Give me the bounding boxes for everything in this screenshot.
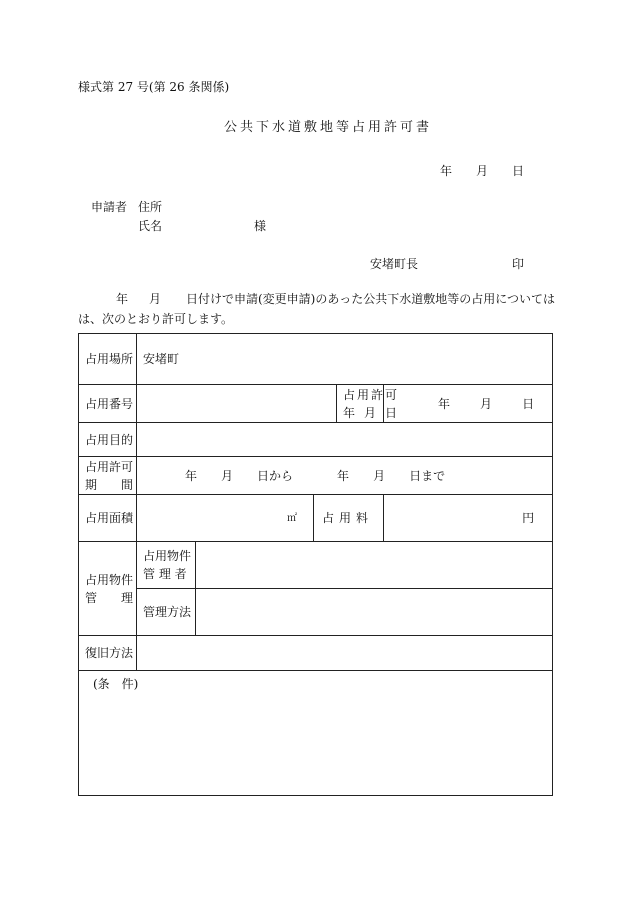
body-year: 年: [116, 292, 129, 306]
period-from-month: 月: [221, 468, 234, 483]
manager-label-line2: 管 理 者: [143, 567, 187, 581]
permit-date-year: 年: [438, 396, 451, 411]
applicant-label: 申請者: [91, 200, 128, 214]
row-area: [79, 495, 553, 542]
management-char-a: 管: [85, 590, 98, 605]
row-conditions: [79, 671, 553, 796]
row-method: [79, 589, 553, 636]
management-label: [79, 542, 137, 636]
issue-date-year: 年: [440, 164, 453, 178]
manager-label-line1: 占用物件: [143, 549, 192, 563]
fee-label: [314, 495, 384, 542]
permit-date-value[interactable]: [384, 385, 553, 423]
restore-label: 復旧方法: [79, 636, 137, 671]
purpose-value[interactable]: [137, 423, 553, 457]
issue-date-day: 日: [512, 164, 525, 178]
permit-date-day: 日: [522, 396, 535, 411]
fee-char-1: 占: [322, 511, 335, 525]
period-label-line1: 占用許可: [85, 459, 134, 474]
number-value[interactable]: [137, 385, 337, 423]
management-label-line2: [85, 589, 133, 607]
permit-date-label-line1: [343, 386, 397, 404]
permit-ymd-day: 日: [384, 405, 397, 420]
permit-char-2: 用: [356, 387, 369, 402]
page-title: 公共下水道敷地等占用許可書: [224, 120, 433, 135]
period-from-day: 日から: [257, 468, 294, 483]
period-label: [79, 457, 137, 495]
fee-char-3: 料: [355, 511, 368, 525]
permit-table: [78, 333, 553, 796]
restore-value[interactable]: [137, 636, 553, 671]
area-unit: ㎡: [287, 513, 297, 524]
row-restore: [79, 636, 553, 671]
manager-value[interactable]: [196, 542, 553, 589]
permit-date-month: 月: [480, 396, 493, 411]
method-label: 管理方法: [137, 589, 196, 636]
period-char-b: 間: [120, 477, 133, 492]
management-char-b: 理: [120, 590, 133, 605]
body-line2-text: は、次のとおり許可します。: [78, 312, 234, 326]
permit-char-4: 可: [384, 387, 397, 402]
row-manager: [79, 542, 553, 589]
row-place: [79, 334, 553, 385]
address-label: 住所: [138, 200, 163, 214]
period-to-month: 月: [373, 468, 386, 483]
name-label: 氏名: [138, 219, 163, 233]
row-number: [79, 385, 553, 423]
area-value[interactable]: [137, 495, 314, 542]
conditions-label: (条 件): [93, 677, 139, 691]
fee-value[interactable]: [384, 495, 553, 542]
period-label-line2: [85, 476, 133, 494]
issuer-title: 安堵町長: [370, 257, 419, 271]
area-label: 占用面積: [79, 495, 137, 542]
period-to-day: 日まで: [409, 468, 446, 483]
method-value[interactable]: [196, 589, 553, 636]
permit-ymd-month: 月: [363, 405, 376, 420]
conditions-cell[interactable]: [79, 671, 553, 796]
honorific: 様: [254, 219, 267, 233]
row-period: [79, 457, 553, 495]
seal-mark: 印: [512, 257, 525, 271]
purpose-label: 占用目的: [79, 423, 137, 457]
manager-label: [137, 542, 196, 589]
permit-char-3: 許: [370, 387, 383, 402]
body-line1-text: 日付けで申請(変更申請)のあった公共下水道敷地等の占用については: [186, 292, 556, 306]
period-char-a: 期: [85, 477, 98, 492]
place-value: 安堵町: [137, 334, 553, 385]
issue-date-month: 月: [476, 164, 489, 178]
body-month: 月: [149, 292, 162, 306]
permit-ymd-year: 年: [343, 405, 356, 420]
permit-date-label: [337, 385, 397, 423]
number-label: 占用番号: [79, 385, 137, 423]
fee-currency: 円: [522, 511, 535, 525]
period-from-year: 年: [185, 468, 198, 483]
fee-char-2: 用: [338, 511, 351, 525]
period-to-year: 年: [337, 468, 350, 483]
permit-char-1: 占: [343, 387, 356, 402]
management-label-line1: 占用物件: [85, 572, 134, 587]
place-label: 占用場所: [79, 334, 137, 385]
permit-date-label-line2: [343, 404, 397, 422]
period-value[interactable]: [137, 457, 553, 495]
form-number: 様式第 27 号(第 26 条関係): [78, 80, 230, 94]
row-purpose: [79, 423, 553, 457]
